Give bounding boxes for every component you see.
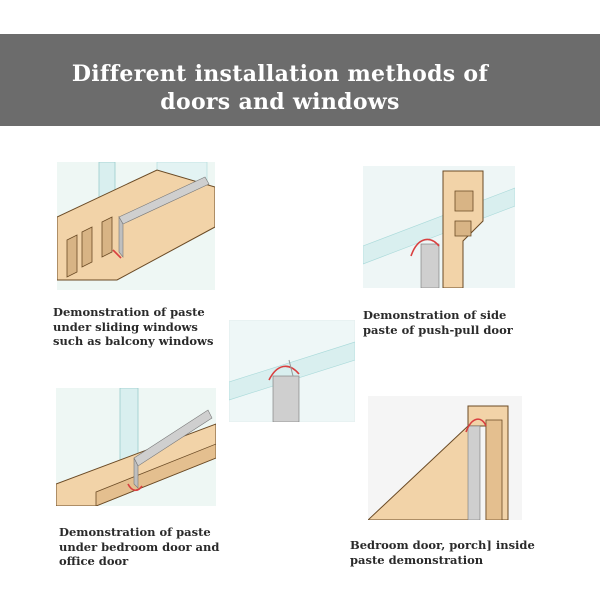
- page-title: Different installation methods of doors and windows: [71, 61, 489, 115]
- glass-seal-detail-illustration: [229, 320, 355, 422]
- caption-porch-door: Bedroom door, porch] inside paste demonstration: [350, 538, 535, 567]
- caption-push-pull-door: Demonstration of side paste of push-pull door: [363, 308, 513, 337]
- bedroom-door-bottom-illustration: [56, 388, 216, 506]
- caption-sliding-window: Demonstration of paste under sliding windows such as balcony windows: [53, 305, 214, 348]
- push-pull-door-illustration: [363, 166, 515, 288]
- header-banner: [0, 34, 600, 126]
- sliding-window-illustration: [57, 162, 215, 290]
- porch-door-inside-illustration: [368, 396, 522, 520]
- caption-bedroom-office-door: Demonstration of paste under bedroom door and office door: [59, 525, 220, 568]
